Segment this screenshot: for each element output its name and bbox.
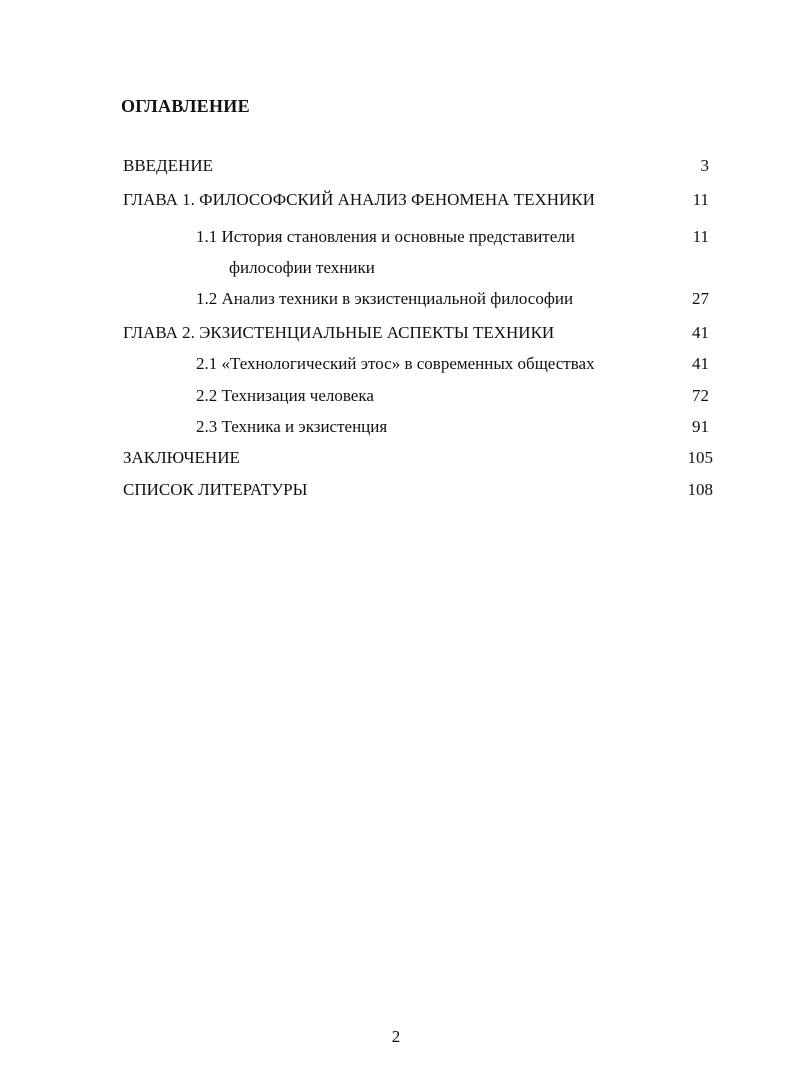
toc-entry-title: философии техники bbox=[229, 258, 375, 277]
toc-entry-page: 72 bbox=[692, 386, 709, 405]
toc-entry-page: 3 bbox=[700, 156, 709, 175]
toc-entry-title: СПИСОК ЛИТЕРАТУРЫ bbox=[123, 480, 308, 499]
toc-entry-title: 1.1 История становления и основные представители bbox=[196, 227, 575, 246]
toc-entry-title: ВВЕДЕНИЕ bbox=[123, 156, 213, 175]
toc-entry-title: 2.2 Технизация человека bbox=[196, 386, 374, 405]
toc-entry-title: ЗАКЛЮЧЕНИЕ bbox=[123, 448, 240, 467]
toc-entry-title: 1.2 Анализ техники в экзистенциальной философии bbox=[196, 289, 574, 308]
toc-entry-page: 105 bbox=[687, 448, 713, 467]
toc-entry-page: 11 bbox=[692, 190, 709, 209]
toc-entry-page: 108 bbox=[687, 480, 713, 499]
toc-entry-title: ГЛАВА 1. ФИЛОСОФСКИЙ АНАЛИЗ ФЕНОМЕНА ТЕХНИКИ bbox=[123, 190, 595, 209]
toc-entry-page: 41 bbox=[692, 354, 709, 373]
toc-entry-title: ГЛАВА 2. ЭКЗИСТЕНЦИАЛЬНЫЕ АСПЕКТЫ ТЕХНИКИ bbox=[123, 323, 555, 342]
toc-entry-page: 27 bbox=[692, 289, 709, 308]
toc-entry-title: 2.1 «Технологический этос» в современных обществах bbox=[196, 354, 595, 373]
toc-entry-page: 91 bbox=[692, 417, 709, 436]
toc-entry-page: 11 bbox=[692, 227, 709, 246]
toc-heading: ОГЛАВЛЕНИЕ bbox=[121, 96, 250, 116]
page-number: 2 bbox=[391, 1027, 401, 1046]
toc-entry-page: 41 bbox=[692, 323, 709, 342]
toc-entry-title: 2.3 Техника и экзистенция bbox=[196, 417, 388, 436]
